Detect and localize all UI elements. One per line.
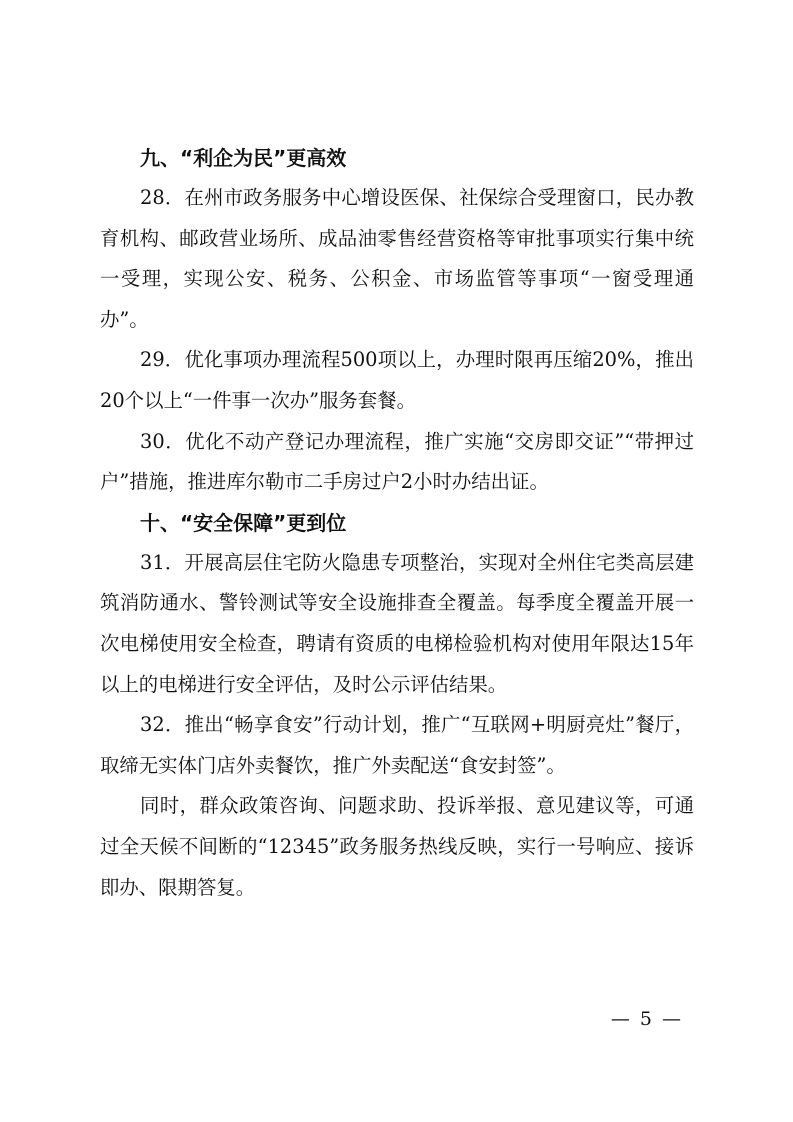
item-28: 28．在州市政务服务中心增设医保、社保综合受理窗口，民办教育机构、邮政营业场所、成品油零售经营资格等审批事项实行集中统一受理，实现公安、税务、公积金、市场监管等事项“一窗受理通办”。: [100, 186, 694, 331]
item-31: 31．开展高层住宅防火隐患专项整治，实现对全州住宅类高层建筑消防通水、警铃测试等安全设施排查全覆盖。每季度全覆盖开展一次电梯使用安全检查，聘请有资质的电梯检验机构对使用年限达15年以上的电梯进行安全评估，及时公示评估结果。: [100, 550, 694, 696]
page-number: — 5 —: [610, 1008, 683, 1030]
item-30: 30．优化不动产登记办理流程，推广实施“交房即交证”“带押过户”措施，推进库尔勒市二手房过户2小时办结出证。: [100, 429, 694, 494]
section-heading-9: 九、“利企为民”更高效: [140, 146, 347, 170]
item-29: 29．优化事项办理流程500项以上，办理时限再压缩20%，推出20个以上“一件事一次办”服务套餐。: [100, 348, 694, 412]
item-32: 32．推出“畅享食安”行动计划，推广“互联网+明厨亮灶”餐厅，取缔无实体门店外卖餐饮，推广外卖配送“食安封签”。: [100, 713, 694, 777]
closing-paragraph: 同时，群众政策咨询、问题求助、投诉举报、意见建议等，可通过全天候不间断的“12345”政务服务热线反映，实行一号响应、接诉即办、限期答复。: [100, 794, 694, 899]
section-heading-10: 十、“安全保障”更到位: [140, 510, 347, 535]
document-body: [100, 138, 694, 908]
